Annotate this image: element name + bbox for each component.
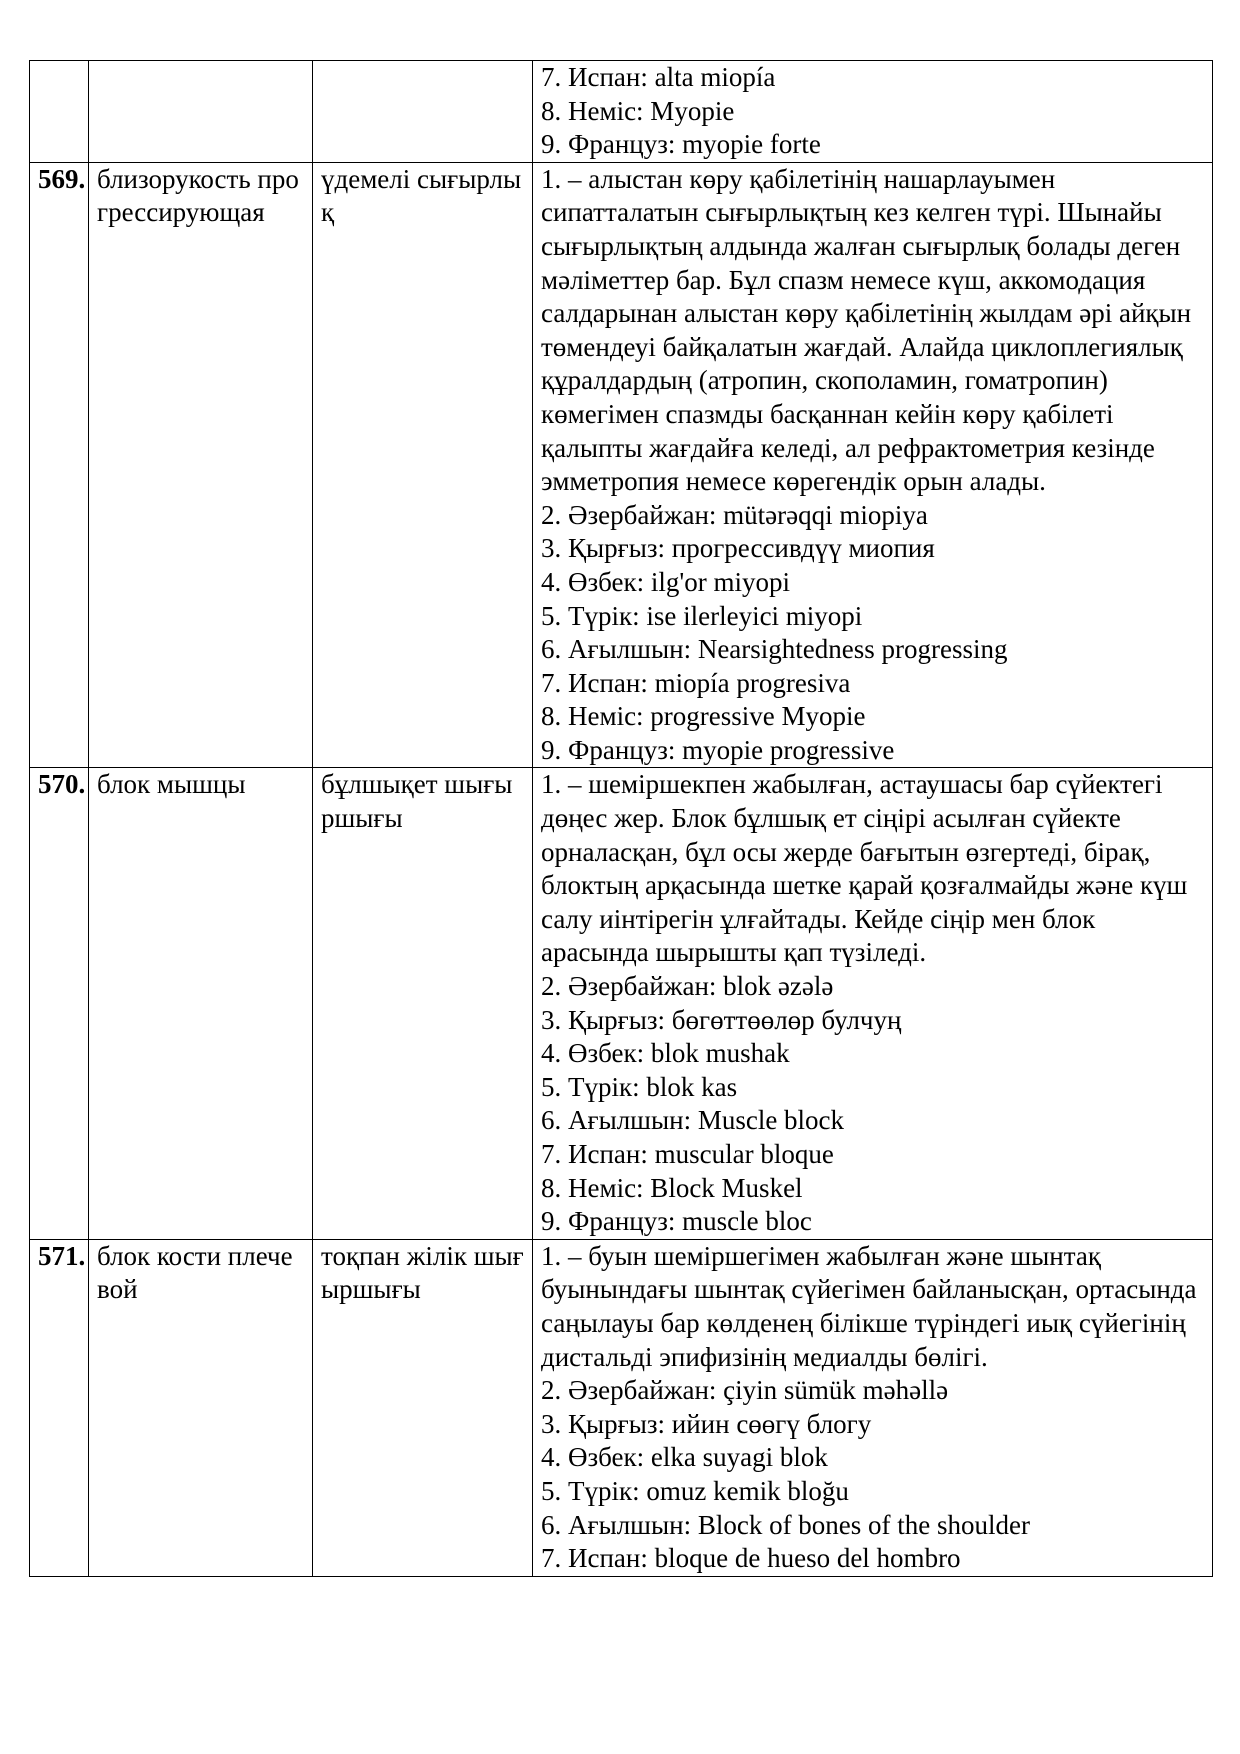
definition-cell (533, 162, 1213, 768)
translation-line: 6. Ағылшын: Muscle block (541, 1105, 845, 1136)
translation-line: 7. Испан: bloque de hueso del hombro (541, 1543, 961, 1574)
translation-line: 7. Испан: miopía progresiva (541, 667, 851, 698)
russian-term: блок мышцы (89, 768, 313, 1239)
kazakh-term: үдемелі сығырлық (313, 162, 533, 768)
definition-text: 1. – алыстан көру қабілетінің нашарлауымен сипатталатын сығырлықтың кез келген түрі. Шынайы сығырлықтың алдында жалған сығырлық болады деген мәліметтер бар. Бұл спазм немесе күш, аккомодация салдарынан алыстан көру қабілетінің жылдам әрі айқын төмендеуі байқалатын жағдай. Алайда циклоплегиялық құралдардың (атропин, скополамин, гоматропин) көмегімен спазмды басқаннан кейін көру қабілеті қалыпты жағдайға келеді, ал рефрактометрия кезінде эмметропия немесе көрегендік орын алады. (541, 163, 1192, 497)
kazakh-term (313, 61, 533, 163)
translation-line: 3. Қырғыз: ийин сөөгү блогу (541, 1408, 872, 1439)
translation-line: 7. Испан: muscular bloque (541, 1139, 834, 1169)
russian-term: блок кости плечевой (89, 1239, 313, 1576)
glossary-body (30, 61, 1213, 1577)
translation-line: 5. Түрік: omuz kemik bloğu (541, 1475, 849, 1506)
table-row (30, 768, 1213, 1239)
translation-line: 5. Түрік: ise ilerleyici miyopi (541, 600, 863, 631)
table-row (30, 61, 1213, 163)
definition-text: 1. – шеміршекпен жабылған, астаушасы бар сүйектегі дөңес жер. Блок бұлшық ет сіңірі асылған сүйекте орналасқан, бұл осы жерде бағытын өзгертеді, бірақ, блоктың арқасында шетке қарай қозғалмайды және күш салу иінтірегін ұлғайтады. Кейде сіңір мен блок арасында шырышты қап түзіледі. (541, 769, 1188, 968)
kazakh-term: тоқпан жілік шығыршығы (313, 1239, 533, 1576)
translation-line: 8. Неміс: Block Muskel (541, 1172, 803, 1203)
definition-text: 1. – буын шеміршегімен жабылған және шынтақ буынындағы шынтақ сүйегімен байланысқан, ортасында саңылауы бар көлденең білікше түріндегі иық сүйегінің дистальді эпифизінің медиалды бөлігі. (541, 1240, 1197, 1372)
kazakh-term: бұлшықет шығыршығы (313, 768, 533, 1239)
glossary-table (29, 60, 1213, 1577)
definition-cell (533, 61, 1213, 163)
translation-line: 8. Неміс: Myopie (541, 95, 735, 126)
translation-line: 5. Түрік: blok kas (541, 1071, 738, 1102)
translation-line: 9. Француз: myopie forte (541, 129, 821, 160)
translation-line: 8. Неміс: progressive Myopie (541, 701, 866, 732)
definition-cell (533, 768, 1213, 1239)
translation-line: 3. Қырғыз: бөгөттөөлөр булчуң (541, 1004, 902, 1035)
translation-line: 2. Әзербайжан: blok əzələ (541, 971, 834, 1002)
translation-line: 4. Өзбек: blok mushak (541, 1038, 790, 1069)
translation-line: 2. Әзербайжан: mütərəqqi miopiya (541, 499, 928, 530)
table-row (30, 1239, 1213, 1576)
table-row (30, 162, 1213, 768)
entry-number: 569. (30, 162, 89, 768)
translation-line: 7. Испан: alta miopía (541, 62, 776, 92)
russian-term (89, 61, 313, 163)
translation-line: 3. Қырғыз: прогрессивдүү миопия (541, 533, 935, 564)
entry-number: 571. (30, 1239, 89, 1576)
translation-line: 4. Өзбек: elka suyagi blok (541, 1442, 828, 1473)
translation-line: 2. Әзербайжан: çiyin sümük məhəllə (541, 1375, 949, 1406)
translation-line: 6. Ағылшын: Block of bones of the shoulder (541, 1509, 1031, 1540)
translation-line: 4. Өзбек: ilg'or miyopi (541, 566, 791, 597)
russian-term: близорукость прогрессирующая (89, 162, 313, 768)
entry-number (30, 61, 89, 163)
definition-cell (533, 1239, 1213, 1576)
translation-line: 9. Француз: muscle bloc (541, 1206, 812, 1237)
translation-line: 6. Ағылшын: Nearsightedness progressing (541, 634, 1008, 665)
entry-number: 570. (30, 768, 89, 1239)
translation-line: 9. Француз: myopie progressive (541, 734, 895, 765)
